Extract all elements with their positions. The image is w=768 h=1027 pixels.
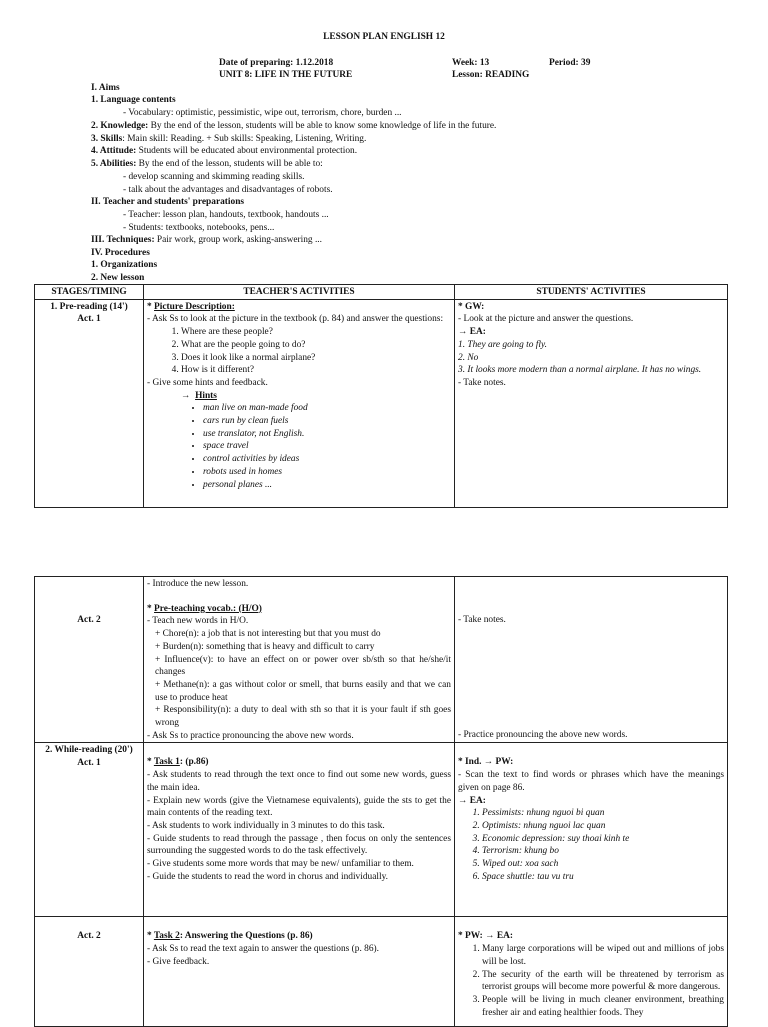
list-item: • man live on man-made food <box>203 402 451 415</box>
take-notes: - Take notes. <box>458 615 506 625</box>
hints-line <box>147 390 451 403</box>
task2-feedback: - Give feedback. <box>147 956 210 967</box>
task1-step: - Explain new words (give the Vietnamese equivalents), guide the sts to get the main contents of the reading text. <box>147 795 451 819</box>
picture-description-line: * Picture Description: <box>147 301 235 312</box>
task1-line: * Task 1: (p.86) <box>147 757 209 768</box>
individual-label: * Ind. <box>458 757 482 768</box>
vocab-definition: + Burden(n): something that is heavy and difficult to carry <box>155 641 375 652</box>
task2-instruction: - Ask Ss to read the text again to answer the questions (p. 86). <box>147 944 379 955</box>
task1-step: - Guide the students to read the word in chorus and individually. <box>147 871 389 882</box>
arrow-right-icon: → <box>181 390 191 401</box>
teacher-cell <box>144 577 455 743</box>
students-cell <box>455 743 728 917</box>
teacher-activities-header: TEACHER'S ACTIVITIES <box>144 285 455 300</box>
stage-cell <box>35 299 144 507</box>
vocab-answer-list <box>458 807 724 883</box>
attitude-line <box>91 145 357 158</box>
students-preparation: - Students: textbooks, notebooks, pens... <box>123 223 275 233</box>
look-instruction: - Look at the picture and answer the questions. <box>458 314 634 325</box>
ind-pw-line <box>458 756 724 769</box>
list-item: 1. Many large corporations will be wiped out and millions of jobs will be lost. <box>482 943 724 968</box>
list-item: • personal planes ... <box>203 479 451 492</box>
ability-item: - talk about the advantages and disadvantages of robots. <box>123 185 333 195</box>
pre-teaching-line: * Pre-teaching vocab.: (H/O) <box>147 603 262 614</box>
attitude-heading: 4. Attitude: <box>91 146 137 156</box>
task1-step: - Ask students to read through the text once to find out some new words, guess the main idea. <box>147 770 451 793</box>
organizations-heading: 1. Organizations <box>91 260 158 270</box>
list-item: 2. Optimists: nhung nguoi lac quan <box>482 820 724 833</box>
skills-line <box>91 133 366 146</box>
vocab-definition: + Chore(n): a job that is not interesting but that you must do <box>155 629 381 640</box>
techniques-text: Pair work, group work, asking-answering ... <box>154 235 322 245</box>
techniques-line <box>91 234 322 247</box>
vocabulary-line: - Vocabulary: optimistic, pessimistic, wipe out, terrorism, chore, burden ... <box>123 108 402 118</box>
skills-text: : Main skill: Reading. + Sub skills: Speaking, Listening, Writing. <box>122 134 367 144</box>
list-item: 3. Economic depression: suy thoai kinh te <box>482 833 724 846</box>
introduce-lesson: - Introduce the new lesson. <box>147 579 249 589</box>
arrow-right-icon: → <box>458 795 468 806</box>
hints-heading: Hints <box>195 390 217 401</box>
knowledge-line <box>91 120 496 133</box>
procedure-table-1 <box>34 284 728 508</box>
expected-answers-line <box>458 795 724 808</box>
table-row <box>35 299 728 507</box>
activity-label: Act. 2 <box>77 931 101 942</box>
activity-label: Act. 1 <box>77 314 101 325</box>
answer-list <box>458 943 724 1019</box>
list-item: • use translator, not English. <box>203 428 451 441</box>
expected-answers-label: EA: <box>469 327 486 338</box>
picture-description-heading: Picture Description: <box>154 301 235 312</box>
abilities-line <box>91 158 323 171</box>
ability-item: - develop scanning and skimming reading skills. <box>123 172 305 182</box>
task2-heading: Task 2 <box>153 931 180 942</box>
task1-step: - Give students some more words that may be new/ unfamiliar to them. <box>147 859 414 870</box>
vocab-definition: + Influence(v): to have an effect on or power over sb/sth so that he/she/it changes <box>155 654 451 678</box>
scan-instruction: - Scan the text to find words or phrases which have the meanings given on page 86. <box>458 770 724 793</box>
list-item: • control activities by ideas <box>203 453 451 466</box>
lesson-label: Lesson: READING <box>452 70 530 80</box>
pair-work-label: PW: <box>495 757 514 768</box>
expected-answers-line <box>458 326 724 339</box>
list-item: 6. Space shuttle: tau vu tru <box>482 871 724 884</box>
answer-line: 1. They are going to fly. <box>458 339 547 350</box>
task1-heading: Task 1 <box>153 757 180 768</box>
list-item: 4. How is it different? <box>181 364 451 377</box>
stage-cell <box>35 917 144 1027</box>
practice-instruction: - Ask Ss to practice pronouncing the above new words. <box>147 730 354 741</box>
stage-cell <box>35 743 144 917</box>
task2-title: : Answering the Questions (p. 86) <box>179 931 313 942</box>
table-row <box>35 743 728 917</box>
knowledge-text: By the end of the lesson, students will be able to know some knowledge of life in the future. <box>148 121 497 131</box>
aims-heading: I. Aims <box>91 83 120 93</box>
attitude-text: Students will be educated about environmental protection. <box>136 146 358 156</box>
list-item: • cars run by clean fuels <box>203 415 451 428</box>
expected-answers-label: EA: <box>496 931 513 942</box>
stage-title: 1. Pre-reading (14') <box>50 301 128 312</box>
stage-cell <box>35 577 144 743</box>
table-header-row <box>35 285 728 300</box>
students-cell <box>455 299 728 507</box>
list-item: • space travel <box>203 440 451 453</box>
answer-line: 3. It looks more modern than a normal airplane. It has no wings. <box>458 365 702 376</box>
list-item: • robots used in homes <box>203 466 451 479</box>
activity-label: Act. 1 <box>77 758 101 769</box>
question-list <box>147 326 451 377</box>
knowledge-heading: 2. Knowledge: <box>91 121 149 131</box>
list-item: 5. Wiped out: xoa sach <box>482 858 724 871</box>
table-row <box>35 917 728 1027</box>
page-title: LESSON PLAN ENGLISH 12 <box>323 32 445 42</box>
teacher-cell <box>144 299 455 507</box>
task1-step: - Ask students to work individually in 3 minutes to do this task. <box>147 820 385 831</box>
arrow-right-icon: → <box>485 931 495 942</box>
vocab-definition: + Responsibility(n): a duty to deal with sth so that it is your fault if sth goes wrong <box>155 705 451 729</box>
new-lesson-heading: 2. New lesson <box>91 273 145 283</box>
students-cell <box>455 577 728 743</box>
hints-intro: - Give some hints and feedback. <box>147 377 268 388</box>
teacher-cell <box>144 917 455 1027</box>
task1-page: : (p.86) <box>179 757 209 768</box>
abilities-text: By the end of the lesson, students will be able to: <box>136 159 323 169</box>
date-of-preparing: Date of preparing: 1.12.2018 <box>219 58 334 68</box>
preparations-heading: II. Teacher and students' preparations <box>91 197 245 207</box>
techniques-heading: III. Techniques: <box>91 235 155 245</box>
vocab-definition: + Methane(n): a gas without color or smell, that burns easily and that we can use to produce heat <box>155 679 451 703</box>
teacher-preparation: - Teacher: lesson plan, handouts, textbook, handouts ... <box>123 210 329 220</box>
students-activities-header: STUDENTS' ACTIVITIES <box>455 285 728 300</box>
ask-instruction: - Ask Ss to look at the picture in the textbook (p. 84) and answer the questions: <box>147 314 444 325</box>
stages-header: STAGES/TIMING <box>35 285 144 300</box>
hint-list <box>147 402 451 491</box>
list-item: 3. Does it look like a normal airplane? <box>181 352 451 365</box>
language-contents-heading: 1. Language contents <box>91 95 176 105</box>
practice-pronouncing: - Practice pronouncing the above new words. <box>458 729 628 740</box>
teach-words: - Teach new words in H/O. <box>147 616 249 627</box>
procedure-table-2 <box>34 576 728 1027</box>
abilities-heading: 5. Abilities: <box>91 159 137 169</box>
arrow-right-icon: → <box>483 757 494 768</box>
period-label: Period: 39 <box>549 58 591 68</box>
list-item: 4. Terrorism: khung bo <box>482 845 724 858</box>
arrow-right-icon: → <box>458 327 468 338</box>
procedures-heading: IV. Procedures <box>91 248 150 258</box>
task2-line: * Task 2: Answering the Questions (p. 86) <box>147 931 313 942</box>
task1-step: - Guide students to read through the passage , then focus on only the sentences surrounding the suggested words to do the task effectively. <box>147 833 451 857</box>
teacher-cell <box>144 743 455 917</box>
stage-title: 2. While-reading (20') <box>45 745 133 756</box>
skills-heading: 3. Skills <box>91 134 123 144</box>
list-item: 1. Where are these people? <box>181 326 451 339</box>
activity-label: Act. 2 <box>77 615 101 625</box>
pair-work-label: * PW: <box>458 931 483 942</box>
list-item: 2. What are the people going to do? <box>181 339 451 352</box>
list-item: 3. People will be living in much cleaner environment, breathing fresher air and eating healthier foods. They <box>482 994 724 1019</box>
list-item: 2. The security of the earth will be threatened by terrorism as terrorist groups will become more powerful & more dangerous. <box>482 969 724 994</box>
list-item: 1. Pessimists: nhung nguoi bi quan <box>482 807 724 820</box>
pre-teaching-heading: Pre-teaching vocab.: (H/O) <box>154 603 262 614</box>
group-work-label: * GW: <box>458 301 485 312</box>
take-notes: - Take notes. <box>458 377 506 388</box>
pw-ea-line <box>458 930 724 943</box>
students-cell <box>455 917 728 1027</box>
table-row <box>35 577 728 743</box>
answer-line: 2. No <box>458 352 479 363</box>
week-label: Week: 13 <box>452 58 490 68</box>
unit-title: UNIT 8: LIFE IN THE FUTURE <box>219 70 353 80</box>
expected-answers-label: EA: <box>469 795 486 806</box>
